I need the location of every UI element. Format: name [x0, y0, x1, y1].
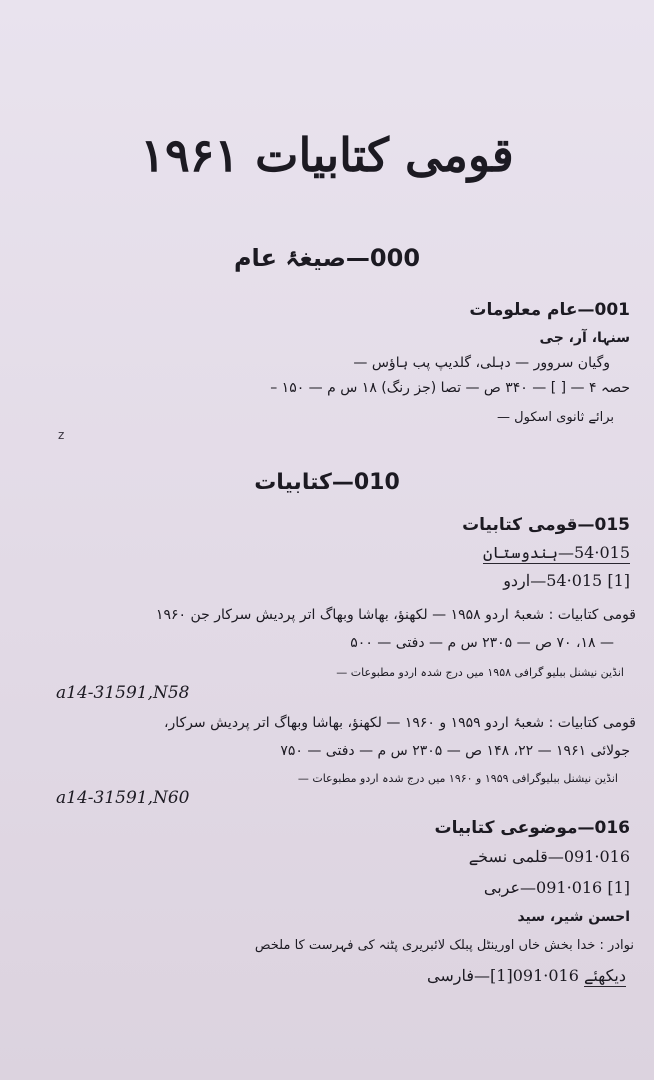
- stray-mark: z: [58, 428, 65, 442]
- class-number: 016·091[1]—فارسی: [427, 966, 579, 985]
- class-number: [483, 543, 630, 562]
- subject-heading-016: 016—موضوعی کتابیات: [434, 818, 630, 838]
- entry-note: انڈین نیشنل ببلیو گرافی ۱۹۵۸ میں درج شدہ اردو مطبوعات —: [336, 666, 624, 679]
- entry-title: نوادر : خدا بخش خاں اورینٹل پبلک لائبریری پٹنہ کی فہرست کا ملخص: [254, 938, 634, 953]
- section-heading-010: 010—کتابیات: [254, 470, 400, 495]
- see-reference: [427, 966, 626, 985]
- entry-author: سنہا، آر، جی: [539, 330, 630, 346]
- entry-collation: حصہ ۴ — [ ] — ۳۴۰ ص — تصا (جز رنگ) ۱۸ س م — ۱۵۰ –: [270, 380, 630, 396]
- class-number: [1] 016·091—عربی: [483, 878, 630, 897]
- entry-author: احسن شیر، سید: [517, 909, 630, 925]
- section-heading-000: 000—صیغۂ عام: [233, 244, 421, 272]
- subject-heading-001: 001—عام معلومات: [469, 300, 630, 320]
- see-label: دیکھئے: [584, 966, 626, 985]
- entry-title: قومی کتابیات : شعبۂ اردو ۱۹۵۹ و ۱۹۶۰ — لکھنؤ، بھاشا وبھاگ اتر پردیش سرکار،: [163, 715, 636, 731]
- subject-heading-015: 015—قومی کتابیات: [462, 515, 630, 535]
- call-number: a14-31591,N58: [56, 683, 190, 703]
- entry-note: انڈین نیشنل ببلیوگرافی ۱۹۵۹ و ۱۹۶۰ میں درج شدہ اردو مطبوعات —: [297, 772, 618, 785]
- call-number: a14-31591,N60: [56, 788, 190, 808]
- entry-title: قومی کتابیات : شعبۂ اردو ۱۹۵۸ — لکھنؤ، بھاشا وبھاگ اتر پردیش سرکار جن ۱۹۶۰: [155, 607, 636, 623]
- entry-note: برائے ثانوی اسکول —: [497, 410, 614, 425]
- page-title: قومی کتابیات ۱۹۶۱: [140, 128, 514, 182]
- entry-imprint: وگیان سروور — دہلی، گلدیپ پب ہاؤس —: [353, 355, 610, 371]
- class-number: [1] 015·54—اردو: [503, 571, 630, 590]
- entry-collation: جولائی ۱۹۶۱ — ۲۲، ۱۴۸ ص — ۲۳۰۵ س م — دفتی — ۷۵۰: [280, 743, 630, 759]
- class-number-text: 015·54—ہندوستان: [483, 543, 630, 562]
- entry-collation: — ۱۸، ۷۰ ص — ۲۳۰۵ س م — دفتی — ۵۰۰: [350, 635, 614, 651]
- class-number: 016·091—قلمی نسخے: [468, 847, 630, 866]
